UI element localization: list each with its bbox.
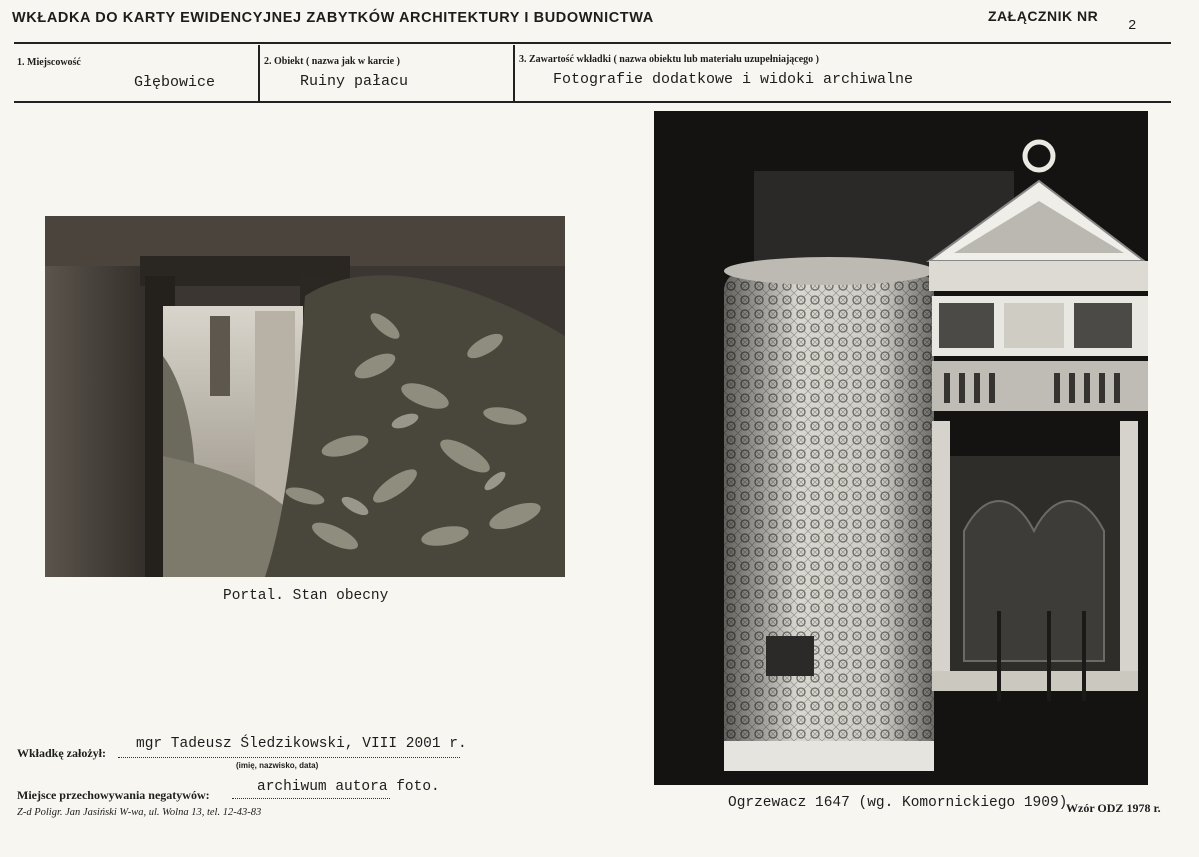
header-bottom-rule [14, 101, 1171, 103]
annex-number: 2 [1128, 18, 1137, 34]
storage-label: Miejsce przechowywania negatywów: [17, 788, 210, 802]
annex-label: ZAŁĄCZNIK NR [988, 8, 1099, 24]
object-value: Ruiny pałacu [300, 73, 409, 90]
storage-value: archiwum autora foto. [257, 779, 440, 795]
locality-label: 1. Miejscowość [17, 57, 81, 68]
author-hint: (imię, nazwisko, data) [236, 761, 319, 770]
right-photo-caption: Ogrzewacz 1647 (wg. Komornickiego 1909) [728, 795, 1068, 811]
left-photo-caption: Portal. Stan obecny [223, 588, 389, 604]
header-top-rule [14, 42, 1171, 44]
field-divider-1 [258, 45, 260, 103]
author-value: mgr Tadeusz Śledzikowski, VIII 2001 r. [136, 736, 467, 752]
author-label: Wkładkę założył: [17, 746, 106, 760]
author-dotted-line [118, 757, 460, 758]
content-value: Fotografie dodatkowe i widoki archiwalne [553, 71, 914, 88]
template-number: Wzór ODZ 1978 r. [1066, 801, 1161, 815]
form-title: WKŁADKA DO KARTY EWIDENCYJNEJ ZABYTKÓW ARCHITEKTURY I BUDOWNICTWA [12, 10, 654, 26]
content-label: 3. Zawartość wkładki ( nazwa obiektu lub materiału uzupełniającego ) [519, 54, 820, 65]
object-label: 2. Obiekt ( nazwa jak w karcie ) [264, 56, 400, 67]
locality-value: Głębowice [134, 74, 216, 91]
printer-credit: Z-d Poligr. Jan Jasiński W-wa, ul. Wolna 13, tel. 12-43-83 [17, 807, 262, 818]
tiled-stove-photo [654, 111, 1148, 785]
ruined-portal-photo [45, 216, 565, 577]
storage-dotted-line [232, 798, 390, 799]
field-divider-2 [513, 45, 515, 103]
